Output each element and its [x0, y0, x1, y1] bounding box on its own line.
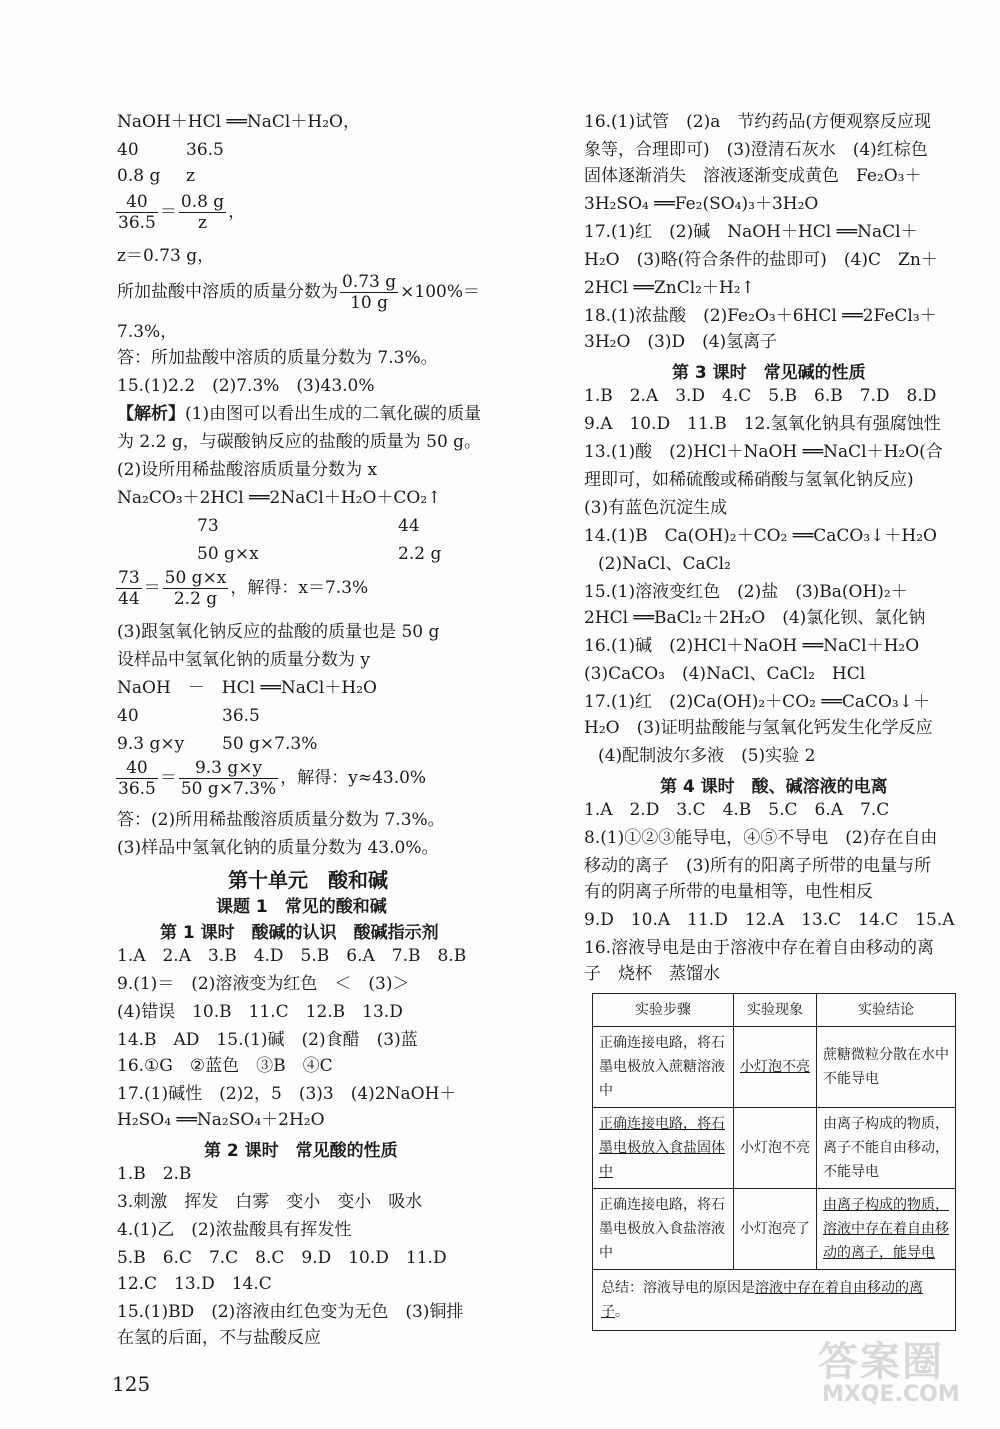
- equation-line: 2HCl ══ZnCl₂＋H₂↑: [584, 278, 755, 298]
- answer-line: (4)配制波尔多液 (5)实验 2: [598, 746, 816, 766]
- given-mass: 50 g×x: [197, 544, 259, 564]
- table-cell: 小灯泡亮了: [734, 1189, 817, 1270]
- proportion: $\frac{73}{44}$ ＝ $\frac{50 g\times x}{2.2 g}$ ，解得：x＝7.3%: [118, 568, 369, 609]
- answer-line: 1.B 2.A 3.D 4.C 5.B 6.B 7.D 8.D: [584, 386, 937, 406]
- answer-line: 16.(1)碱 (2)HCl＋NaOH ══NaCl＋H₂O: [584, 636, 920, 656]
- proportion: $\frac{40}{36.5}$ ＝ $\frac{9.3 g\times y}{50 g\times 7.3\%}$ ，解得：y≈43.0%: [118, 758, 427, 799]
- table-cell: 蔗糖微粒分散在水中不能导电: [817, 1027, 956, 1108]
- answer-line: 16.①G ②蓝色 ③B ④C: [117, 1056, 333, 1076]
- answer-line: 答：(2)所用稀盐酸溶质质量分数为 7.3%。: [117, 810, 445, 830]
- lesson-heading: 第 3 课时 常见碱的性质: [672, 363, 866, 383]
- answer-line: H₂O (3)证明盐酸能与氢氧化钙发生化学反应: [584, 718, 933, 738]
- mass-ratio: 36.5: [222, 706, 260, 726]
- given-mass: 9.3 g×y: [117, 734, 185, 754]
- equation-line: 3H₂SO₄ ══Fe₂(SO₄)₃＋3H₂O: [584, 194, 819, 214]
- mass-ratio: 36.5: [186, 140, 224, 160]
- analysis-line: 【解析】(1)由图可以看出生成的二氧化碳的质量: [117, 404, 482, 424]
- equation-line: NaOH － HCl ══NaCl＋H₂O: [117, 678, 377, 698]
- analysis-line: 为 2.2 g，与碳酸钠反应的盐酸的质量为 50 g。: [117, 432, 482, 452]
- mass-ratio: 40: [117, 140, 139, 160]
- table-summary-row: [593, 1270, 956, 1331]
- mass-ratio: 73: [197, 516, 219, 536]
- analysis-line: (3)跟氢氧化钠反应的盐酸的质量也是 50 g: [117, 622, 440, 642]
- answer-line: 1.B 2.B: [117, 1164, 192, 1184]
- answer-line: 1.A 2.A 3.B 4.D 5.B 6.A 7.B 8.B: [117, 946, 467, 966]
- answer-line: 17.(1)碱性 (2)2，5 (3)3 (4)2NaOH＋: [117, 1084, 457, 1104]
- topic-heading: 课题 1 常见的酸和碱: [216, 897, 387, 917]
- mass-ratio: 44: [398, 516, 420, 536]
- given-mass: 50 g×7.3%: [222, 734, 318, 754]
- answer-line: (3)CaCO₃ (4)NaCl、CaCl₂ HCl: [584, 664, 866, 684]
- answer-line: 15.(1)2.2 (2)7.3% (3)43.0%: [117, 376, 375, 396]
- table-row: [593, 1027, 956, 1108]
- equation-line: Na₂CO₃＋2HCl ══2NaCl＋H₂O＋CO₂↑: [117, 488, 442, 508]
- table-cell: 正确连接电路，将石墨电极放入食盐溶液中: [593, 1189, 734, 1270]
- given-mass: 2.2 g: [398, 544, 442, 564]
- answer-line: 象等，合理即可) (3)澄清石灰水 (4)红棕色: [584, 140, 928, 160]
- answer-line: (4)错误 10.B 11.C 12.B 13.D: [117, 1002, 403, 1022]
- unit-heading: 第十单元 酸和碱: [228, 868, 388, 892]
- answer-line: 15.(1)溶液变红色 (2)盐 (3)Ba(OH)₂＋: [584, 582, 908, 602]
- page-number: 125: [112, 1372, 151, 1396]
- answer-line: 14.B AD 15.(1)碱 (2)食醋 (3)蓝: [117, 1030, 418, 1050]
- answer-line: 17.(1)红 (2)Ca(OH)₂＋CO₂ ══CaCO₃↓＋: [584, 692, 930, 712]
- table-cell: 正确连接电路，将石墨电极放入食盐固体中: [593, 1108, 734, 1189]
- table-cell: 由离子构成的物质，溶液中存在着自由移动的离子，能导电: [817, 1189, 956, 1270]
- answer-line: 理即可，如稀硫酸或稀硝酸与氢氧化钠反应): [584, 470, 914, 490]
- answer-line: 9.D 10.A 11.D 12.A 13.C 14.C 15.A: [584, 910, 955, 930]
- table-row: [593, 1108, 956, 1189]
- lesson-heading: 第 4 课时 酸、碱溶液的电离: [660, 777, 888, 797]
- lesson-heading: 第 2 课时 常见酸的性质: [204, 1141, 398, 1161]
- table-cell: 由离子构成的物质，离子不能自由移动，不能导电: [817, 1108, 956, 1189]
- answer-line: 4.(1)乙 (2)浓盐酸具有挥发性: [117, 1220, 352, 1240]
- answer-line: 17.(1)红 (2)碱 NaOH＋HCl ══NaCl＋: [584, 222, 918, 242]
- analysis-line: (2)设所用稀盐酸溶质质量分数为 x: [117, 460, 378, 480]
- analysis-line: 设样品中氢氧化钠的质量分数为 y: [117, 650, 371, 670]
- table-header: 实验步骤: [593, 994, 734, 1027]
- table-header: 实验结论: [817, 994, 956, 1027]
- answer-line: 8.(1)①②③能导电，④⑤不导电 (2)存在自由: [584, 828, 938, 848]
- answer-line: 5.B 6.C 7.C 8.C 9.D 10.D 11.D: [117, 1248, 447, 1268]
- table-cell: 小灯泡不亮: [734, 1027, 817, 1108]
- table-row: [593, 1189, 956, 1270]
- answer-line: 13.(1)酸 (2)HCl＋NaOH ══NaCl＋H₂O(合: [584, 442, 943, 462]
- answer-line: 16.溶液导电是由于溶液中存在着自由移动的离: [584, 938, 935, 958]
- answer-line: 固体逐渐消失 溶液逐渐变成黄色 Fe₂O₃＋: [584, 166, 922, 186]
- answer-line: 18.(1)浓盐酸 (2)Fe₂O₃＋6HCl ══2FeCl₃＋: [584, 306, 937, 326]
- answer-line: 有的阴离子所带的电量相等，电性相反: [584, 882, 873, 902]
- table-cell: 正确连接电路，将石墨电极放入蔗糖溶液中: [593, 1027, 734, 1108]
- answer-line: 移动的离子 (3)所有的阳离子所带的电量与所: [584, 856, 932, 876]
- answer-line: 2HCl ══BaCl₂＋2H₂O (4)氯化钡、氯化钠: [584, 608, 926, 628]
- answer-line: 12.C 13.D 14.C: [117, 1274, 272, 1294]
- table-summary: 总结：溶液导电的原因是溶液中存在着自由移动的离子。: [593, 1270, 956, 1331]
- answer-line: 9.(1)＝ (2)溶液变为红色 ＜ (3)＞: [117, 974, 410, 994]
- mass-ratio: 40: [117, 706, 139, 726]
- answer-line: 15.(1)BD (2)溶液由红色变为无色 (3)铜排: [117, 1302, 464, 1322]
- result-line: 7.3%，: [117, 322, 178, 342]
- lesson-heading: 第 1 课时 酸碱的认识 酸碱指示剂: [160, 923, 439, 943]
- given-mass: 0.8 g: [117, 166, 161, 186]
- table-header-row: [593, 994, 956, 1027]
- proportion: $\frac{40}{36.5}$ ＝ $\frac{0.8 g}{z}$ ，: [118, 192, 246, 233]
- equation-line: H₂SO₄ ══Na₂SO₄＋2H₂O: [117, 1110, 325, 1130]
- table-cell: 小灯泡不亮: [734, 1108, 817, 1189]
- equation-line: NaOH＋HCl ══NaCl＋H₂O，: [117, 112, 360, 132]
- watermark-logo: 答案圈 MXQE.COM: [818, 1339, 960, 1407]
- answer-line: 9.A 10.D 11.B 12.氢氧化钠具有强腐蚀性: [584, 414, 941, 434]
- answer-line: 1.A 2.D 3.C 4.B 5.C 6.A 7.C: [584, 800, 890, 820]
- answer-line: (3)有蓝色沉淀生成: [584, 498, 728, 518]
- answer-line: 16.(1)试管 (2)a 节约药品(方便观察反应现: [584, 112, 931, 132]
- answer-line: 3.刺激 挥发 白雾 变小 变小 吸水: [117, 1192, 423, 1212]
- result-line: z＝0.73 g，: [117, 246, 215, 266]
- unknown: z: [186, 166, 195, 186]
- percent-calc: 所加盐酸中溶质的质量分数为 $\frac{0.73 g}{10 g}$ ×100%＝: [117, 272, 480, 313]
- answer-line: (2)NaCl、CaCl₂: [598, 554, 731, 574]
- answer-line: (3)样品中氢氧化钠的质量分数为 43.0%。: [117, 838, 439, 858]
- experiment-table: [592, 993, 956, 1331]
- answer-line: 14.(1)B Ca(OH)₂＋CO₂ ══CaCO₃↓＋H₂O: [584, 526, 937, 546]
- answer-line: 在氢的后面，不与盐酸反应: [117, 1328, 321, 1348]
- answer-line: 答：所加盐酸中溶质的质量分数为 7.3%。: [117, 348, 438, 368]
- table-header: 实验现象: [734, 994, 817, 1027]
- answer-line: 子 烧杯 蒸馏水: [584, 964, 720, 984]
- answer-line: 3H₂O (3)D (4)氢离子: [584, 332, 778, 352]
- answer-line: H₂O (3)略(符合条件的盐即可) (4)C Zn＋: [584, 250, 938, 270]
